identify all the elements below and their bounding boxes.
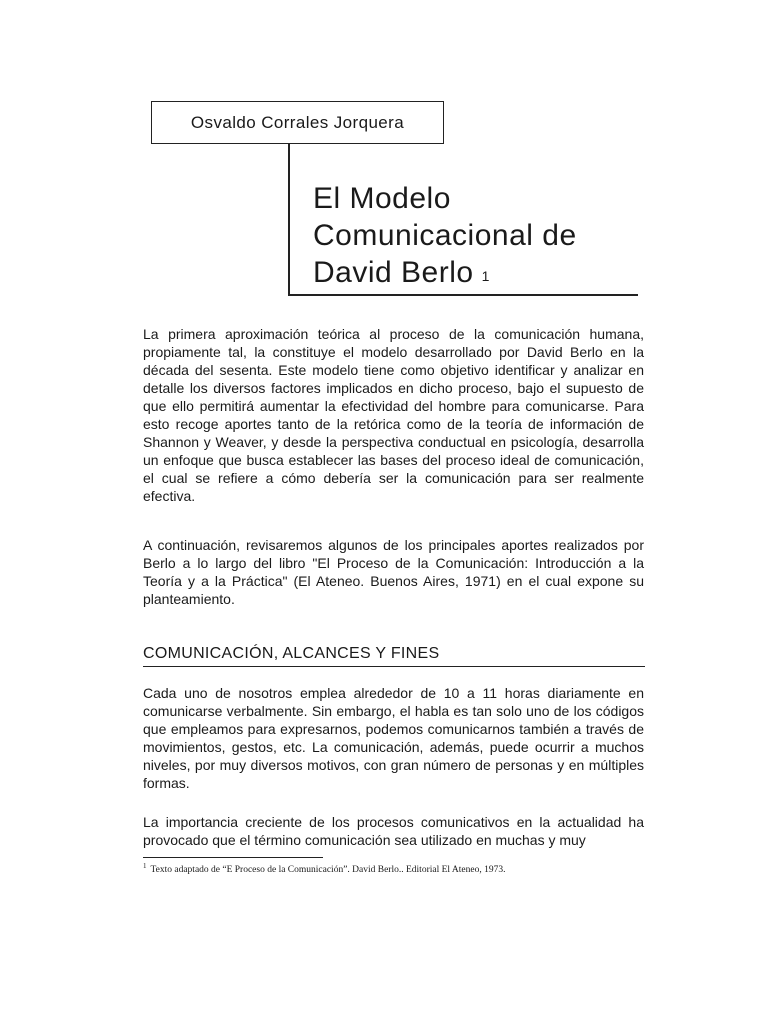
section-heading: COMUNICACIÓN, ALCANCES Y FINES	[143, 645, 440, 662]
title-footnote-ref[interactable]: 1	[481, 268, 490, 284]
footnote-number: 1	[143, 862, 147, 870]
title-line-3: David Berlo $^1$	[313, 256, 490, 289]
footnote-rule	[143, 857, 323, 858]
author-box	[151, 101, 444, 144]
paragraph-continuation: A continuación, revisaremos algunos de los principales aportes realizados por Berlo a lo largo del libro "El Proceso de la Comunicación: Introducción a la Teoría y a la Práctica" (El Ateneo. Buenos Aires, 1971) en el cual expone su planteamiento.	[143, 537, 644, 607]
title-line-1: El Modelo	[313, 182, 451, 215]
footnote-text: Texto adaptado de “E Proceso de la Comunicación”. David Berlo.. Editorial El Ateneo, 1973.	[150, 865, 506, 876]
paragraph-section-1: Cada uno de nosotros emplea alrededor de 10 a 11 horas diariamente en comunicarse verbalmente. Sin embargo, el habla es tan solo uno de los códigos que empleamos para expresarnos, podemos comunicarnos también a través de movimientos, gestos, etc. La comunicación, además, puede ocurrir a muchos niveles, por muy diversos motivos, con gran número de personas y en múltiples formas.	[143, 685, 644, 791]
page-title	[313, 180, 577, 291]
title-underline	[288, 294, 638, 296]
section-rule	[143, 666, 645, 667]
paragraph-section-2: La importancia creciente de los procesos comunicativos en la actualidad ha provocado que el término comunicación sea utilizado en muchas y muy	[143, 814, 644, 848]
vertical-divider	[288, 144, 290, 295]
title-line-2: Comunicacional de	[313, 219, 577, 252]
author-name: Osvaldo Corrales Jorquera	[190, 112, 405, 132]
footnote	[143, 862, 505, 875]
paragraph-intro: La primera aproximación teórica al proceso de la comunicación humana, propiamente tal, la constituye el modelo desarrollado por David Berlo en la década del sesenta. Este modelo tiene como objetivo identificar y analizar en detalle los diversos factores implicados en dicho proceso, bajo el supuesto de que ello permitirá aumentar la efectividad del hombre para comunicarse. Para esto recoge aportes tanto de la retórica como de la teoría de información de Shannon y Weaver, y desde la perspectiva conductual en psicología, desarrolla un enfoque que busca establecer las bases del proceso ideal de comunicación, el cual se refiere a cómo debería ser la comunicación para ser realmente efectiva.	[143, 326, 644, 504]
